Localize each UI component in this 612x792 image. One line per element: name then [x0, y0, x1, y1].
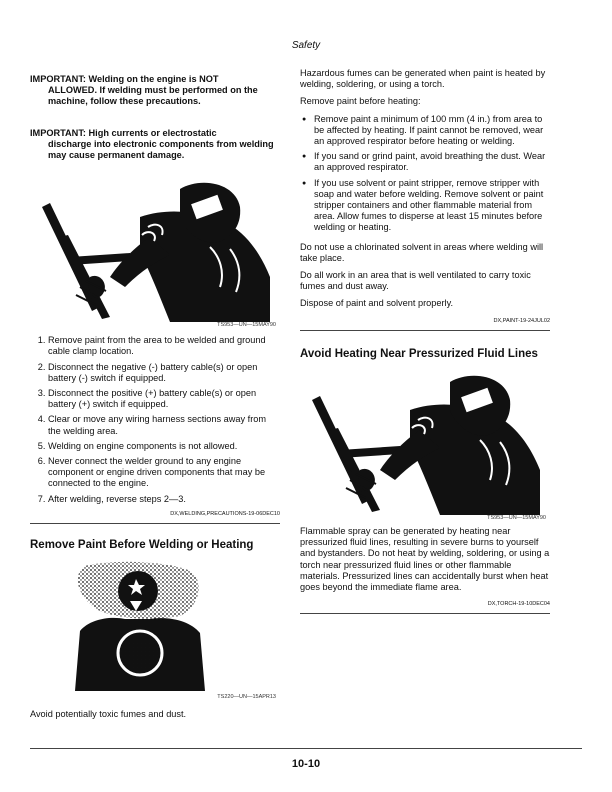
list-item: ● Remove paint a minimum of 100 mm (4 in.) from area to be affected by heating. If paint cannot be removed, wear an approved respirator before heating or welding. [314, 114, 550, 148]
list-item: 1. Remove paint from the area to be welded and ground cable clamp location. [48, 335, 280, 357]
section-title: Remove Paint Before Welding or Heating [30, 539, 254, 552]
page-number: 10-10 [291, 758, 321, 770]
list-item: 5. Welding on engine components is not allowed. [48, 441, 280, 452]
paragraph: Flammable spray can be generated by heating near pressurized fluid lines, resulting in severe burns to yourself and bystanders. Do not heat by welding, soldering, or using a torch near pressurized fluid lines or other flammable materials. Pressurized lines can accidentally burst when heat goes beyond the immediate flame area. [300, 526, 550, 593]
footer-divider [30, 748, 582, 749]
figure-code: TS953—UN—15MAY90 [217, 322, 276, 329]
paint-bullets [300, 114, 550, 234]
paragraph: Remove paint before heating: [300, 96, 421, 107]
left-column [30, 74, 280, 726]
running-header: Safety [291, 40, 321, 51]
important-note-body: ALLOWED. If welding must be performed on the machine, follow these precautions. [48, 85, 258, 107]
important-note-lead: IMPORTANT: Welding on the engine is NOT [30, 74, 219, 84]
document-tag: DX,TORCH-19-10DEC04 [300, 599, 550, 614]
paragraph: Dispose of paint and solvent properly. [300, 298, 454, 309]
figure-caption: Avoid potentially toxic fumes and dust. [30, 709, 187, 720]
paragraph: Do all work in an area that is well ventilated to carry toxic fumes and dust away. [300, 270, 531, 292]
document-tag: DX,WELDING,PRECAUTIONS-19-06DEC10 [30, 509, 280, 524]
list-item: 4. Clear or move any wiring harness sections away from the welding area. [48, 414, 280, 436]
figure-code: TS220—UN—15APR13 [217, 694, 276, 701]
important-note-body: discharge into electronic components from welding may cause permanent damage. [48, 138, 274, 161]
paragraph: Hazardous fumes can be generated when paint is heated by welding, soldering, or using a torch. [300, 68, 546, 90]
welder-icon [30, 177, 280, 325]
list-item: 7. After welding, reverse steps 2—3. [48, 494, 280, 505]
list-item: 3. Disconnect the positive (+) battery cable(s) or open battery (+) switch if equipped. [48, 388, 280, 410]
list-item: 2. Disconnect the negative (-) battery cable(s) or open battery (-) switch if equipped. [48, 362, 280, 384]
welder-icon [300, 370, 550, 518]
important-note-lead: IMPORTANT: High currents or electrostatic [30, 127, 217, 138]
document-tag: DX,PAINT-19-24JUL02 [300, 316, 550, 331]
list-item: ● If you sand or grind paint, avoid breathing the dust. Wear an approved respirator. [314, 151, 550, 173]
paragraph: Do not use a chlorinated solvent in areas where welding will take place. [300, 241, 544, 263]
torch-illustration [300, 370, 550, 522]
important-note-welding [30, 74, 280, 108]
section-title: Avoid Heating Near Pressurized Fluid Lines [300, 347, 538, 360]
right-column [300, 68, 550, 614]
welder-illustration [30, 177, 280, 329]
figure-code: TS953—UN—15MAY90 [487, 514, 546, 521]
important-note-currents [30, 128, 280, 162]
list-item: ● If you use solvent or paint stripper, remove stripper with soap and water before welding. Remove solvent or paint stripper containers and other flammable material from area. Allow fumes to disperse at least 15 minutes before welding or heating. [314, 178, 550, 234]
list-item: 6. Never connect the welder ground to any engine component or engine driven components that may be connected to the engine. [48, 456, 280, 490]
fumes-illustration [30, 561, 280, 701]
welding-steps-list [30, 335, 280, 505]
toxic-fumes-icon [30, 561, 280, 697]
